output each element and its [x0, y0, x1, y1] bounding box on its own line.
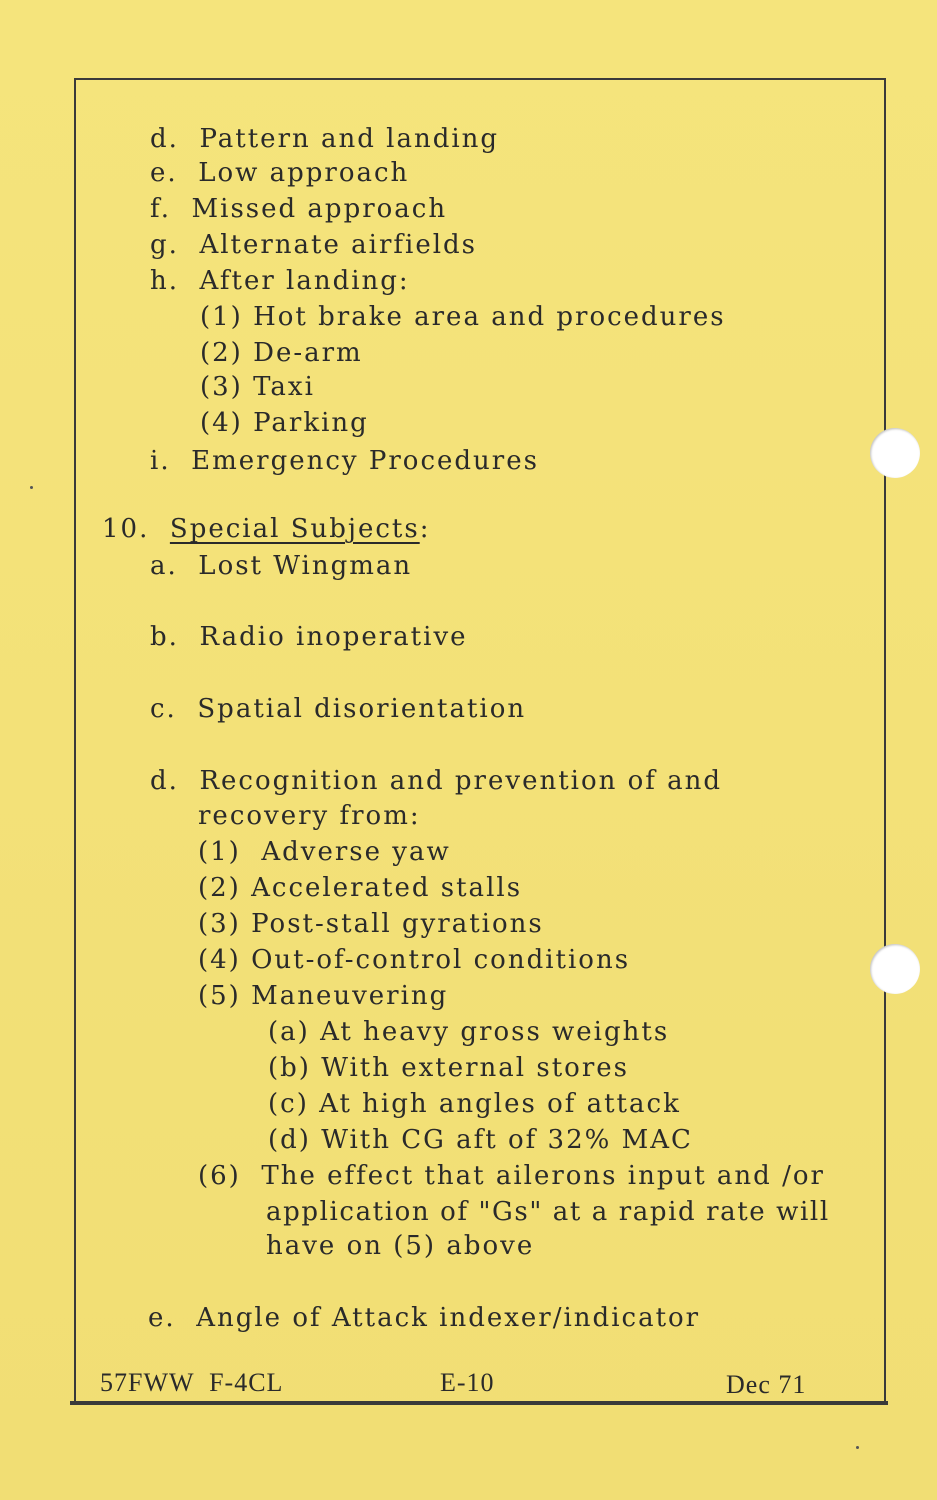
list-item-e: e. Low approach — [150, 158, 410, 188]
footer-document-id: 57FWW F-4CL — [100, 1368, 284, 1397]
special-item-d-continued: recovery from: — [198, 801, 421, 831]
special-subitem-6-continued-2: have on (5) above — [266, 1231, 535, 1261]
paper-speck — [856, 1446, 859, 1449]
list-subitem-2: (2) De-arm — [200, 338, 363, 368]
section-heading: 10. Special Subjects: — [102, 514, 431, 544]
special-item-b: b. Radio inoperative — [150, 622, 468, 652]
special-subitem-3: (3) Post-stall gyrations — [198, 909, 544, 939]
page-border-bottom — [70, 1401, 888, 1405]
list-item-f: f. Missed approach — [150, 194, 448, 224]
special-item-e: e. Angle of Attack indexer/indicator — [148, 1303, 701, 1333]
section-title: Special Subjects — [169, 514, 420, 544]
special-item-a: a. Lost Wingman — [150, 551, 413, 581]
paper-speck — [30, 486, 33, 489]
list-subitem-1: (1) Hot brake area and procedures — [200, 302, 726, 332]
binder-hole-top — [870, 428, 920, 478]
footer-page-number: E-10 — [440, 1368, 495, 1397]
footer-date: Dec 71 — [726, 1370, 807, 1399]
special-subitem-6: (6) The effect that ailerons input and /or — [198, 1161, 825, 1191]
list-subitem-4: (4) Parking — [200, 408, 369, 438]
special-subsubitem-c: (c) At high angles of attack — [268, 1089, 681, 1119]
list-item-g: g. Alternate airfields — [150, 230, 478, 260]
special-subsubitem-d: (d) With CG aft of 32% MAC — [268, 1125, 693, 1155]
special-subitem-6-continued-1: application of "Gs" at a rapid rate will — [266, 1197, 830, 1227]
section-number: 10. — [102, 514, 150, 544]
special-item-d: d. Recognition and prevention of and — [150, 766, 723, 796]
special-subitem-5: (5) Maneuvering — [198, 981, 449, 1011]
list-item-h: h. After landing: — [150, 266, 410, 296]
special-subitem-1: (1) Adverse yaw — [198, 837, 451, 867]
special-subitem-2: (2) Accelerated stalls — [198, 873, 523, 903]
list-item-d: d. Pattern and landing — [150, 124, 500, 154]
list-item-i: i. Emergency Procedures — [150, 446, 539, 476]
list-subitem-3: (3) Taxi — [200, 372, 315, 402]
special-item-c: c. Spatial disorientation — [150, 694, 527, 724]
special-subitem-4: (4) Out-of-control conditions — [198, 945, 631, 975]
special-subsubitem-a: (a) At heavy gross weights — [268, 1017, 670, 1047]
special-subsubitem-b: (b) With external stores — [268, 1053, 629, 1083]
binder-hole-bottom — [870, 944, 920, 994]
